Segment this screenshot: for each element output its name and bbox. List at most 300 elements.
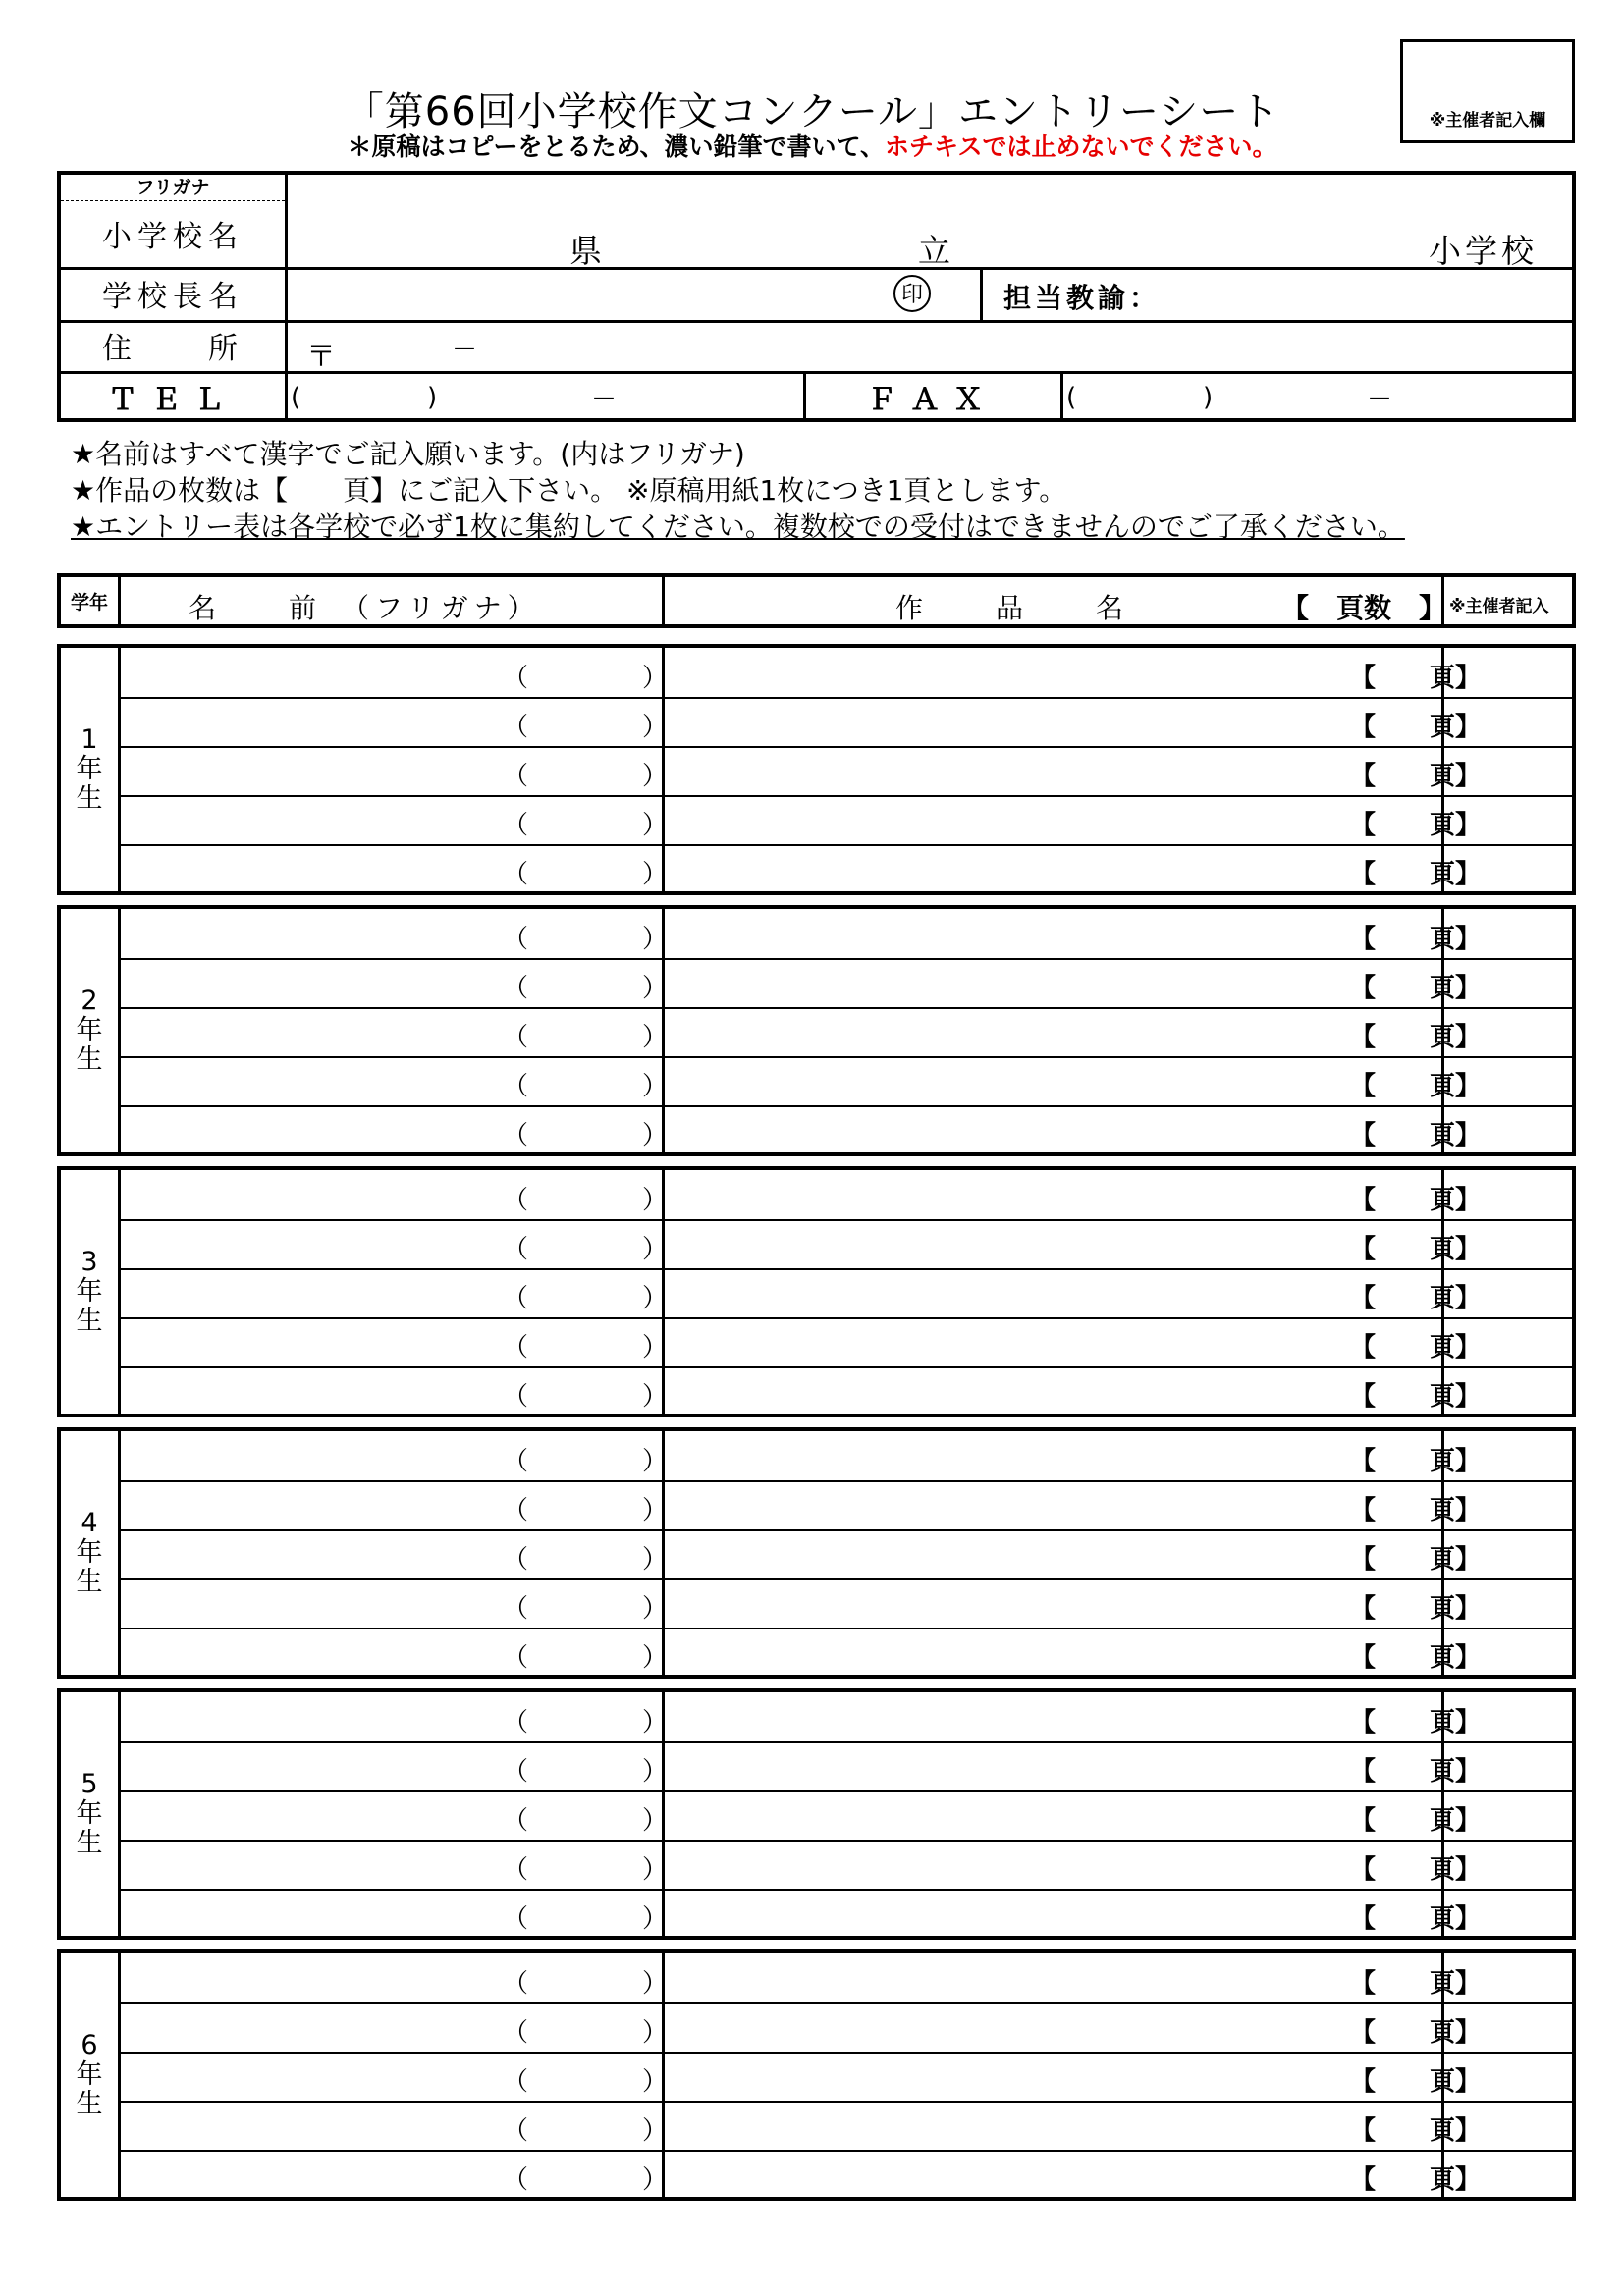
name-field[interactable]	[118, 1953, 662, 2002]
grade-suffix-1: 年	[76, 2059, 103, 2090]
pages-bracket-open: 【	[1350, 664, 1377, 693]
name-field[interactable]	[118, 1840, 662, 1889]
name-paren-close: ）	[642, 2018, 669, 2048]
pages-unit: 頁】	[1430, 1643, 1482, 1673]
pages-bracket-open: 【	[1350, 1643, 1377, 1673]
name-field[interactable]	[118, 1268, 662, 1317]
postal-mark: 〒	[306, 340, 336, 374]
name-field[interactable]	[118, 1056, 662, 1105]
name-paren-open: （	[503, 762, 529, 791]
name-paren-open: （	[503, 1235, 529, 1264]
fax-label: ＦＡＸ	[867, 383, 997, 417]
name-paren-close: ）	[642, 1447, 669, 1476]
name-paren-open: （	[503, 811, 529, 840]
postal-dash: －	[452, 336, 478, 365]
pages-unit: 頁】	[1430, 1806, 1482, 1836]
table-row	[118, 1790, 1572, 1840]
grade-label	[61, 1953, 118, 2197]
pages-unit: 頁】	[1430, 974, 1482, 1003]
grade-suffix-2: 生	[76, 783, 103, 814]
name-paren-close: ）	[642, 1496, 669, 1525]
table-row	[118, 1366, 1572, 1415]
pages-bracket-open: 【	[1350, 2067, 1377, 2097]
name-paren-close: ）	[642, 1643, 669, 1673]
staff-field	[1444, 1170, 1578, 1219]
teacher-label: 担当教諭：	[1003, 282, 1162, 314]
tel-paren-close: )	[427, 383, 438, 412]
work-title-field[interactable]	[664, 2101, 1439, 2150]
name-paren-close: ）	[642, 811, 669, 840]
table-row	[118, 1056, 1572, 1105]
name-paren-open: （	[503, 1904, 529, 1934]
staff-field	[1444, 1741, 1578, 1790]
staff-field	[1444, 1431, 1578, 1480]
pages-bracket-open: 【	[1350, 974, 1377, 1003]
work-title-field[interactable]	[664, 1953, 1439, 2002]
grade-label	[61, 909, 118, 1152]
grade-label	[61, 1170, 118, 1414]
staff-field	[1444, 697, 1578, 746]
table-row	[118, 2002, 1572, 2052]
name-field[interactable]	[118, 1741, 662, 1790]
staff-field	[1444, 1790, 1578, 1840]
name-field[interactable]	[118, 795, 662, 844]
pages-bracket-open: 【	[1350, 1757, 1377, 1787]
grade-block	[57, 1427, 1576, 1679]
table-row	[118, 1741, 1572, 1790]
name-paren-open: （	[503, 1121, 529, 1150]
staff-field	[1444, 1007, 1578, 1056]
pages-unit: 頁】	[1430, 1757, 1482, 1787]
pages-bracket-open: 【	[1350, 1121, 1377, 1150]
table-row	[118, 1953, 1572, 2002]
name-paren-close: ）	[642, 1023, 669, 1052]
pages-unit: 頁】	[1430, 1708, 1482, 1737]
name-paren-close: ）	[642, 974, 669, 1003]
name-field[interactable]	[118, 1480, 662, 1529]
pages-unit: 頁】	[1430, 1382, 1482, 1412]
grade-block	[57, 1166, 1576, 1417]
grade-label	[61, 1431, 118, 1675]
pages-unit: 頁】	[1430, 1447, 1482, 1476]
name-field[interactable]	[118, 1105, 662, 1154]
name-paren-open: （	[503, 1855, 529, 1885]
fax-paren-close: )	[1203, 383, 1214, 412]
work-title-field[interactable]	[664, 1056, 1439, 1105]
name-paren-close: ）	[642, 1235, 669, 1264]
name-paren-close: ）	[642, 2165, 669, 2195]
pages-bracket-open: 【	[1350, 1072, 1377, 1101]
name-paren-close: ）	[642, 1594, 669, 1624]
name-paren-open: （	[503, 1284, 529, 1313]
work-title-field[interactable]	[664, 795, 1439, 844]
name-paren-open: （	[503, 1382, 529, 1412]
name-field[interactable]	[118, 1790, 662, 1840]
staff-field	[1444, 1268, 1578, 1317]
staff-box-label: ※主催者記入欄	[1429, 111, 1546, 131]
fax-dash: －	[1367, 385, 1393, 414]
address-field[interactable]	[285, 320, 1576, 374]
work-title-field[interactable]	[664, 958, 1439, 1007]
grade-block	[57, 905, 1576, 1156]
name-field[interactable]	[118, 1889, 662, 1938]
name-field[interactable]	[118, 2150, 662, 2199]
work-title-field[interactable]	[664, 1268, 1439, 1317]
name-paren-open: （	[503, 925, 529, 954]
pages-unit: 頁】	[1430, 1969, 1482, 1999]
name-paren-close: ）	[642, 1757, 669, 1787]
pages-bracket-open: 【	[1350, 1333, 1377, 1362]
pages-bracket-open: 【	[1350, 1545, 1377, 1575]
staff-field	[1444, 2002, 1578, 2052]
address-label: 住 所	[102, 332, 244, 366]
name-field[interactable]	[118, 1692, 662, 1741]
table-row	[118, 844, 1572, 893]
name-paren-close: ）	[642, 1969, 669, 1999]
note-line-3-text: ★エントリー表は各学校で必ず1枚に集約してください。複数校での受付はできませんのでご了承ください。	[71, 510, 1405, 543]
header-pages: 【 頁数 】	[1281, 592, 1447, 624]
school-name-label: 小学校名	[102, 220, 244, 254]
name-paren-open: （	[503, 2067, 529, 2097]
table-row	[118, 958, 1572, 1007]
grade-block	[57, 1949, 1576, 2201]
work-title-field[interactable]	[664, 2150, 1439, 2199]
pages-unit: 頁】	[1430, 1545, 1482, 1575]
tel-paren-open: (	[291, 383, 301, 412]
staff-field	[1444, 2150, 1578, 2199]
header-staff: ※主催者記入	[1449, 597, 1549, 616]
name-paren-open: （	[503, 1757, 529, 1787]
work-title-field[interactable]	[664, 1431, 1439, 1480]
work-title-field[interactable]	[664, 2002, 1439, 2052]
pages-bracket-open: 【	[1350, 1447, 1377, 1476]
name-paren-open: （	[503, 2116, 529, 2146]
name-field[interactable]	[118, 1578, 662, 1628]
pages-bracket-open: 【	[1350, 1496, 1377, 1525]
work-title-field[interactable]	[664, 1170, 1439, 1219]
name-field[interactable]	[118, 1366, 662, 1415]
pages-unit: 頁】	[1430, 1284, 1482, 1313]
pages-bracket-open: 【	[1350, 1382, 1377, 1412]
staff-field	[1444, 1480, 1578, 1529]
name-paren-open: （	[503, 1643, 529, 1673]
work-title-field[interactable]	[664, 1219, 1439, 1268]
grade-label	[61, 1692, 118, 1936]
name-field[interactable]	[118, 1170, 662, 1219]
table-row	[118, 1840, 1572, 1889]
instructions	[71, 436, 1405, 545]
name-paren-open: （	[503, 1594, 529, 1624]
seal-mark: 印	[893, 275, 931, 312]
name-paren-open: （	[503, 1333, 529, 1362]
work-title-field[interactable]	[664, 1007, 1439, 1056]
work-title-field[interactable]	[664, 2052, 1439, 2101]
pages-bracket-open: 【	[1350, 1023, 1377, 1052]
work-title-field[interactable]	[664, 1790, 1439, 1840]
pages-bracket-open: 【	[1350, 925, 1377, 954]
table-row	[118, 1889, 1572, 1938]
pages-bracket-open: 【	[1350, 1969, 1377, 1999]
header-grade: 学年	[70, 591, 108, 614]
name-field[interactable]	[118, 844, 662, 893]
staff-field	[1444, 1628, 1578, 1677]
work-title-field[interactable]	[664, 1578, 1439, 1628]
pages-unit: 頁】	[1430, 811, 1482, 840]
grade-number: 2	[81, 986, 98, 1016]
grade-suffix-1: 年	[76, 1537, 103, 1568]
pages-unit: 頁】	[1430, 2116, 1482, 2146]
work-title-field[interactable]	[664, 1741, 1439, 1790]
table-row	[118, 1578, 1572, 1628]
table-row	[118, 746, 1572, 795]
name-paren-close: ）	[642, 1186, 669, 1215]
name-field[interactable]	[118, 909, 662, 958]
name-paren-open: （	[503, 1708, 529, 1737]
name-paren-open: （	[503, 1545, 529, 1575]
grade-suffix-1: 年	[76, 1015, 103, 1045]
pages-bracket-open: 【	[1350, 2165, 1377, 2195]
name-paren-open: （	[503, 2018, 529, 2048]
staff-field	[1444, 1105, 1578, 1154]
staff-field	[1444, 2052, 1578, 2101]
table-row	[118, 697, 1572, 746]
pages-unit: 頁】	[1430, 925, 1482, 954]
work-title-field[interactable]	[664, 746, 1439, 795]
note-line-3	[71, 508, 1405, 545]
staff-field	[1444, 1529, 1578, 1578]
name-field[interactable]	[118, 2052, 662, 2101]
table-row	[118, 2101, 1572, 2150]
pages-bracket-open: 【	[1350, 1235, 1377, 1264]
work-title-field[interactable]	[664, 1105, 1439, 1154]
note-line-1: ★名前はすべて漢字でご記入願います。(内はフリガナ)	[71, 438, 745, 470]
prefecture-label: 県	[569, 232, 602, 270]
name-paren-close: ）	[642, 1708, 669, 1737]
name-paren-close: ）	[642, 664, 669, 693]
table-row	[118, 1268, 1572, 1317]
header-name: 名 前 （フリガナ）	[189, 592, 541, 624]
work-title-field[interactable]	[664, 1840, 1439, 1889]
staff-field	[1444, 1953, 1578, 2002]
tel-dash: －	[591, 385, 618, 414]
pages-unit: 頁】	[1430, 2067, 1482, 2097]
furigana-label: フリガナ	[135, 177, 210, 198]
grade-suffix-2: 生	[76, 1828, 103, 1858]
name-paren-open: （	[503, 2165, 529, 2195]
tel-label: ＴＥＬ	[108, 383, 238, 417]
pages-bracket-open: 【	[1350, 2018, 1377, 2048]
principal-label: 学校長名	[102, 280, 244, 314]
name-paren-close: ）	[642, 1333, 669, 1362]
name-paren-open: （	[503, 1496, 529, 1525]
name-paren-open: （	[503, 1969, 529, 1999]
pages-bracket-open: 【	[1350, 860, 1377, 889]
work-title-field[interactable]	[664, 697, 1439, 746]
work-title-field[interactable]	[664, 1480, 1439, 1529]
table-row	[118, 1219, 1572, 1268]
name-paren-open: （	[503, 1447, 529, 1476]
work-title-field[interactable]	[664, 1889, 1439, 1938]
name-field[interactable]	[118, 1431, 662, 1480]
name-paren-close: ）	[642, 2067, 669, 2097]
subtitle-note-red: ホチキスでは止めないでください。	[885, 133, 1277, 161]
name-paren-close: ）	[642, 1284, 669, 1313]
name-paren-close: ）	[642, 1382, 669, 1412]
pages-unit: 頁】	[1430, 713, 1482, 742]
table-row	[118, 1431, 1572, 1480]
pages-unit: 頁】	[1430, 1023, 1482, 1052]
table-row	[118, 1529, 1572, 1578]
name-paren-close: ）	[642, 1072, 669, 1101]
staff-field	[1444, 1578, 1578, 1628]
pages-unit: 頁】	[1430, 1235, 1482, 1264]
pages-bracket-open: 【	[1350, 1186, 1377, 1215]
name-paren-open: （	[503, 1806, 529, 1836]
staff-field	[1444, 958, 1578, 1007]
grade-suffix-2: 生	[76, 2089, 103, 2119]
teacher-name-field[interactable]	[1141, 267, 1576, 320]
grade-number: 4	[81, 1508, 98, 1538]
staff-field	[1444, 909, 1578, 958]
name-paren-close: ）	[642, 762, 669, 791]
name-field[interactable]	[118, 1317, 662, 1366]
pages-bracket-open: 【	[1350, 1594, 1377, 1624]
staff-field	[1444, 1219, 1578, 1268]
work-title-field[interactable]	[664, 1628, 1439, 1677]
name-paren-open: （	[503, 1023, 529, 1052]
work-title-field[interactable]	[664, 844, 1439, 893]
name-paren-open: （	[503, 860, 529, 889]
table-row	[118, 1628, 1572, 1677]
pages-unit: 頁】	[1430, 1121, 1482, 1150]
staff-field	[1444, 648, 1578, 697]
grade-number: 3	[81, 1247, 98, 1277]
name-paren-close: ）	[642, 1121, 669, 1150]
grade-block	[57, 1688, 1576, 1940]
table-row	[118, 1317, 1572, 1366]
name-paren-close: ）	[642, 1545, 669, 1575]
tel-field[interactable]	[285, 371, 803, 422]
pages-unit: 頁】	[1430, 860, 1482, 889]
grade-suffix-2: 生	[76, 1567, 103, 1597]
fax-field[interactable]	[1060, 371, 1576, 422]
name-paren-close: ）	[642, 2116, 669, 2146]
table-row	[118, 1170, 1572, 1219]
name-paren-close: ）	[642, 860, 669, 889]
staff-field	[1444, 795, 1578, 844]
work-title-field[interactable]	[664, 1366, 1439, 1415]
grade-number: 6	[81, 2030, 98, 2060]
pages-bracket-open: 【	[1350, 2116, 1377, 2146]
table-row	[118, 2150, 1572, 2199]
work-title-field[interactable]	[664, 909, 1439, 958]
pages-bracket-open: 【	[1350, 1855, 1377, 1885]
staff-field	[1444, 1889, 1578, 1938]
pages-unit: 頁】	[1430, 1496, 1482, 1525]
pages-bracket-open: 【	[1350, 1904, 1377, 1934]
grade-suffix-1: 年	[76, 1276, 103, 1307]
table-row	[118, 648, 1572, 697]
work-title-field[interactable]	[664, 1692, 1439, 1741]
furigana-field[interactable]	[285, 175, 1576, 200]
pages-bracket-open: 【	[1350, 811, 1377, 840]
name-field[interactable]	[118, 1219, 662, 1268]
name-field[interactable]	[118, 2002, 662, 2052]
pages-bracket-open: 【	[1350, 762, 1377, 791]
name-paren-open: （	[503, 1186, 529, 1215]
staff-field	[1444, 1056, 1578, 1105]
pages-unit: 頁】	[1430, 1072, 1482, 1101]
principal-name-field[interactable]	[285, 267, 980, 320]
page-title: 「第66回小学校作文コンクール」エントリーシート	[344, 89, 1280, 134]
pages-unit: 頁】	[1430, 1186, 1482, 1215]
table-row	[118, 909, 1572, 958]
school-suffix-label: 小学校	[1429, 232, 1538, 270]
name-field[interactable]	[118, 2101, 662, 2150]
pages-bracket-open: 【	[1350, 1806, 1377, 1836]
name-paren-open: （	[503, 664, 529, 693]
name-paren-open: （	[503, 974, 529, 1003]
name-field[interactable]	[118, 648, 662, 697]
pages-unit: 頁】	[1430, 664, 1482, 693]
work-title-field[interactable]	[664, 648, 1439, 697]
grade-block	[57, 644, 1576, 895]
staff-field	[1444, 2101, 1578, 2150]
school-info-table	[57, 171, 1576, 422]
name-paren-close: ）	[642, 713, 669, 742]
name-field[interactable]	[118, 958, 662, 1007]
staff-field	[1444, 1366, 1578, 1415]
pages-unit: 頁】	[1430, 762, 1482, 791]
grade-number: 5	[81, 1769, 98, 1799]
table-row	[118, 1105, 1572, 1154]
staff-field	[1444, 746, 1578, 795]
grade-suffix-2: 生	[76, 1306, 103, 1336]
name-field[interactable]	[118, 746, 662, 795]
grade-suffix-1: 年	[76, 754, 103, 784]
name-paren-open: （	[503, 713, 529, 742]
entry-table-header	[57, 573, 1576, 628]
work-title-field[interactable]	[664, 1529, 1439, 1578]
name-paren-open: （	[503, 1072, 529, 1101]
pages-bracket-open: 【	[1350, 1284, 1377, 1313]
table-row	[118, 1480, 1572, 1529]
staff-field	[1444, 1692, 1578, 1741]
name-paren-close: ）	[642, 1806, 669, 1836]
name-field[interactable]	[118, 1529, 662, 1578]
work-title-field[interactable]	[664, 1317, 1439, 1366]
pages-bracket-open: 【	[1350, 713, 1377, 742]
pages-unit: 頁】	[1430, 1333, 1482, 1362]
school-name-field[interactable]	[285, 200, 1576, 270]
staff-field	[1444, 1840, 1578, 1889]
ritsu-label: 立	[918, 232, 950, 270]
note-line-2: ★作品の枚数は【 頁】にご記入下さい。 ※原稿用紙1枚につき1頁とします。	[71, 474, 1067, 507]
subtitle-note-black: ＊原稿はコピーをとるため、濃い鉛筆で書いて、	[347, 133, 885, 161]
grade-label	[61, 648, 118, 891]
header-work: 作 品 名	[895, 592, 1130, 624]
pages-unit: 頁】	[1430, 2018, 1482, 2048]
pages-unit: 頁】	[1430, 1904, 1482, 1934]
table-row	[118, 795, 1572, 844]
table-row	[118, 1007, 1572, 1056]
fax-paren-open: (	[1066, 383, 1077, 412]
name-field[interactable]	[118, 1007, 662, 1056]
pages-unit: 頁】	[1430, 1594, 1482, 1624]
name-field[interactable]	[118, 1628, 662, 1677]
pages-unit: 頁】	[1430, 1855, 1482, 1885]
name-field[interactable]	[118, 697, 662, 746]
